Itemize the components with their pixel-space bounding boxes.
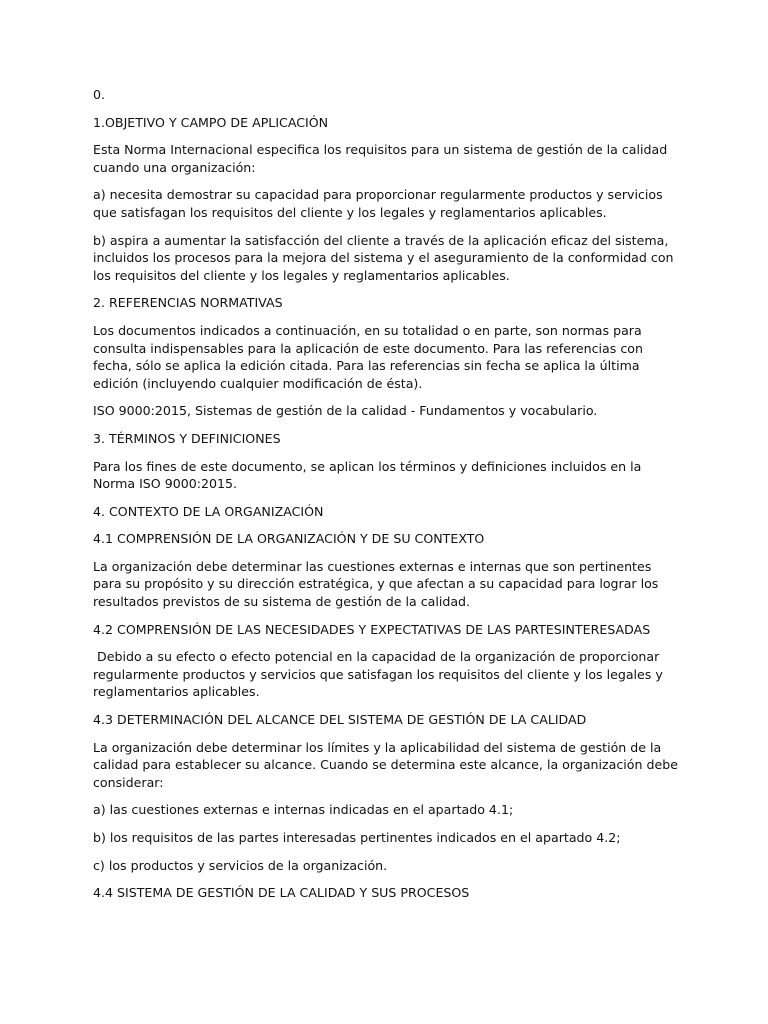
paragraph-intro: Esta Norma Internacional especifica los requisitos para un sistema de gestión de la calidad cuando una organización: <box>93 142 672 175</box>
list-item-a: a) necesita demostrar su capacidad para proporcionar regularmente productos y servicios que satisfagan los requisitos del cliente y los legales y reglamentarios aplicables. <box>93 187 667 220</box>
heading-4-2: 4.2 COMPRENSIÓN DE LAS NECESIDADES Y EXPECTATIVAS DE LAS PARTESINTERESADAS <box>93 621 651 637</box>
list-item-4-3-b: b) los requisitos de las partes interesadas pertinentes indicados en el apartado 4.2; <box>93 830 621 845</box>
heading-terminos: 3. TÉRMINOS Y DEFINICIONES <box>93 430 281 446</box>
heading-objetivo: 1.OBJETIVO Y CAMPO DE APLICACIÓN <box>93 114 329 130</box>
heading-4-1: 4.1 COMPRENSIÓN DE LA ORGANIZACIÓN Y DE SU CONTEXTO <box>93 531 485 547</box>
section-number-zero: 0. <box>93 87 106 102</box>
document-page <box>93 86 682 912</box>
list-item-4-3-c: c) los productos y servicios de la organización. <box>93 857 388 873</box>
paragraph-4-1: La organización debe determinar las cuestiones externas e internas que son pertinentes para su propósito y su dirección estratégica, y que afectan a su capacidad para lograr los resultados previstos de su sistema de gestión de la calidad. <box>93 558 663 610</box>
paragraph-iso-9000: ISO 9000:2015, Sistemas de gestión de la calidad - Fundamentos y vocabulario. <box>93 403 598 419</box>
paragraph-4-2: Debido a su efecto o efecto potencial en la capacidad de la organización de proporcionar regularmente productos y servicios que satisfagan los requisitos del cliente y los legales y reglamentarios aplicables. <box>93 649 667 700</box>
heading-referencias: 2. REFERENCIAS NORMATIVAS <box>93 295 283 311</box>
list-item-4-3-a: a) las cuestiones externas e internas indicadas en el apartado 4.1; <box>93 802 514 818</box>
heading-4-3: 4.3 DETERMINACIÓN DEL ALCANCE DEL SISTEMA DE GESTIÓN DE LA CALIDAD <box>93 712 587 728</box>
paragraph-4-3: La organización debe determinar los límites y la aplicabilidad del sistema de gestión de la calidad para establecer su alcance. Cuando se determina este alcance, la organización debe considerar: <box>93 739 682 790</box>
list-item-b: b) aspira a aumentar la satisfacción del cliente a través de la aplicación eficaz del sistema, incluidos los procesos para la mejora del sistema y el aseguramiento de la conformidad con los requisitos del cliente y los legales y reglamentarios aplicables. <box>93 232 678 283</box>
paragraph-terminos: Para los fines de este documento, se aplican los términos y definiciones incluidos en la Norma ISO 9000:2015. <box>93 458 646 492</box>
paragraph-referencias: Los documentos indicados a continuación, en su totalidad o en parte, son normas para consulta indispensables para la aplicación de este documento. Para las referencias con fecha, sólo se aplica la edición citada. Para las referencias sin fecha se aplica la última edición (incluyendo cualquier modificación de ésta). <box>93 322 647 391</box>
heading-4-4: 4.4 SISTEMA DE GESTIÓN DE LA CALIDAD Y SUS PROCESOS <box>93 885 470 901</box>
heading-contexto: 4. CONTEXTO DE LA ORGANIZACIÓN <box>93 503 324 519</box>
